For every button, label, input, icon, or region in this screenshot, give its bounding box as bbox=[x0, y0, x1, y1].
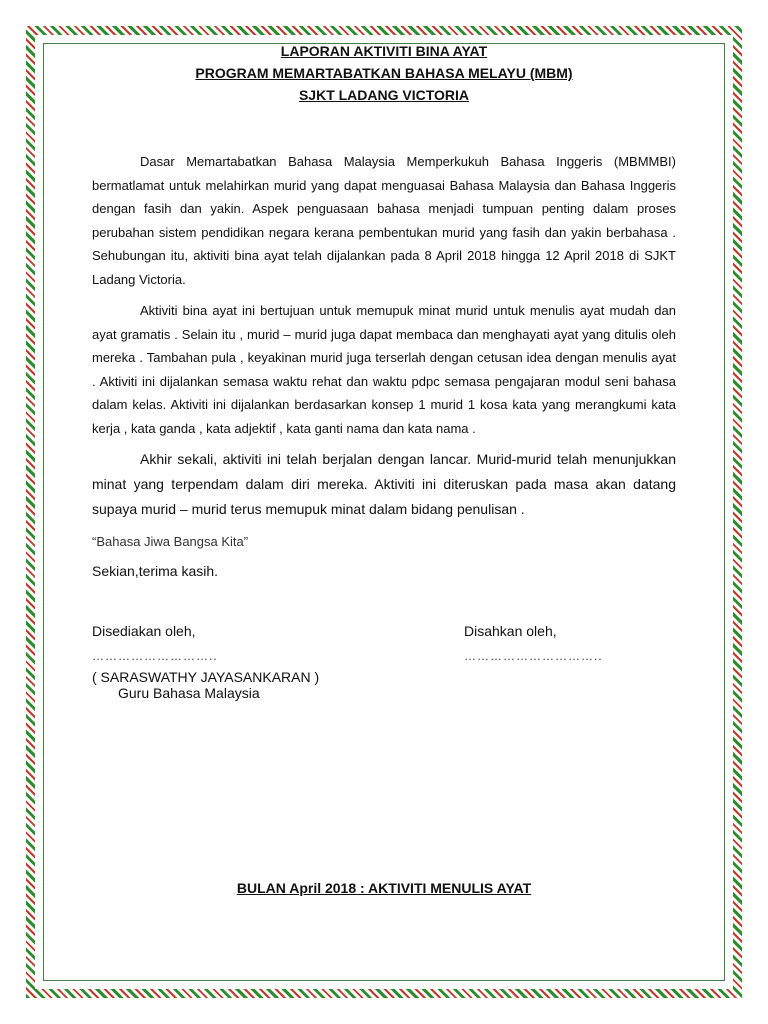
motto-text: “Bahasa Jiwa Bangsa Kita” bbox=[92, 534, 249, 549]
preparer-role: Guru Bahasa Malaysia bbox=[118, 685, 260, 701]
approved-by-label: Disahkan oleh, bbox=[464, 623, 557, 639]
paragraph-objective: Aktiviti bina ayat ini bertujuan untuk memupuk minat murid untuk menulis ayat mudah dan ayat gramatis . Selain itu , murid – murid juga dapat membaca dan menghayati ayat yang ditulis oleh mereka . Tambahan pula , keyakinan murid juga terserlah dengan cetusan idea dengan menulis ayat . Aktiviti ini dijalankan semasa waktu rehat dan waktu pdpc semasa pengajaran modul seni bahasa dalam kelas. Aktiviti ini dijalankan berdasarkan konsep 1 murid 1 kosa kata yang merangkumi kata kerja , kata ganda , kata adjektif , kata ganti nama dan kata nama . bbox=[92, 303, 676, 436]
prepared-by-block bbox=[92, 623, 319, 701]
document-body bbox=[92, 40, 676, 723]
program-title: PROGRAM MEMARTABATKAN BAHASA MELAYU (MBM) bbox=[195, 65, 573, 81]
prepared-by-signature-line: ……………………….. bbox=[92, 649, 218, 663]
closing-text: Sekian,terima kasih. bbox=[92, 563, 219, 579]
signature-section bbox=[92, 623, 676, 723]
approved-by-block bbox=[464, 623, 603, 663]
preparer-name: ( SARASWATHY JAYASANKARAN ) bbox=[92, 669, 320, 685]
month-activity-title: BULAN April 2018 : AKTIVITI MENULIS AYAT bbox=[236, 880, 532, 896]
school-title: SJKT LADANG VICTORIA bbox=[298, 87, 470, 103]
prepared-by-label: Disediakan oleh, bbox=[92, 623, 196, 639]
paragraph-intro: Dasar Memartabatkan Bahasa Malaysia Memperkukuh Bahasa Inggeris (MBMMBI) bermatlamat untuk melahirkan murid yang dapat menguasai Bahasa Malaysia dan Bahasa Inggeris dengan fasih dan yakin. Aspek penguasaan bahasa menjadi tumpuan penting dalam proses perubahan sistem pendidikan negara kerana pembentukan murid yang fasih dan yakin berbahasa . Sehubungan itu, aktiviti bina ayat telah dijalankan pada 8 April 2018 hingga 12 April 2018 di SJKT Ladang Victoria. bbox=[92, 154, 676, 287]
approved-by-signature-line: ………………………….. bbox=[464, 649, 603, 663]
paragraph-conclusion: Akhir sekali, aktiviti ini telah berjalan dengan lancar. Murid-murid telah menunjukkan minat yang terpendam dalam diri mereka. Aktiviti ini diteruskan pada masa akan datang supaya murid – murid terus memupuk minat dalam bidang penulisan . bbox=[92, 451, 676, 517]
report-title: LAPORAN AKTIVITI BINA AYAT bbox=[280, 43, 488, 59]
